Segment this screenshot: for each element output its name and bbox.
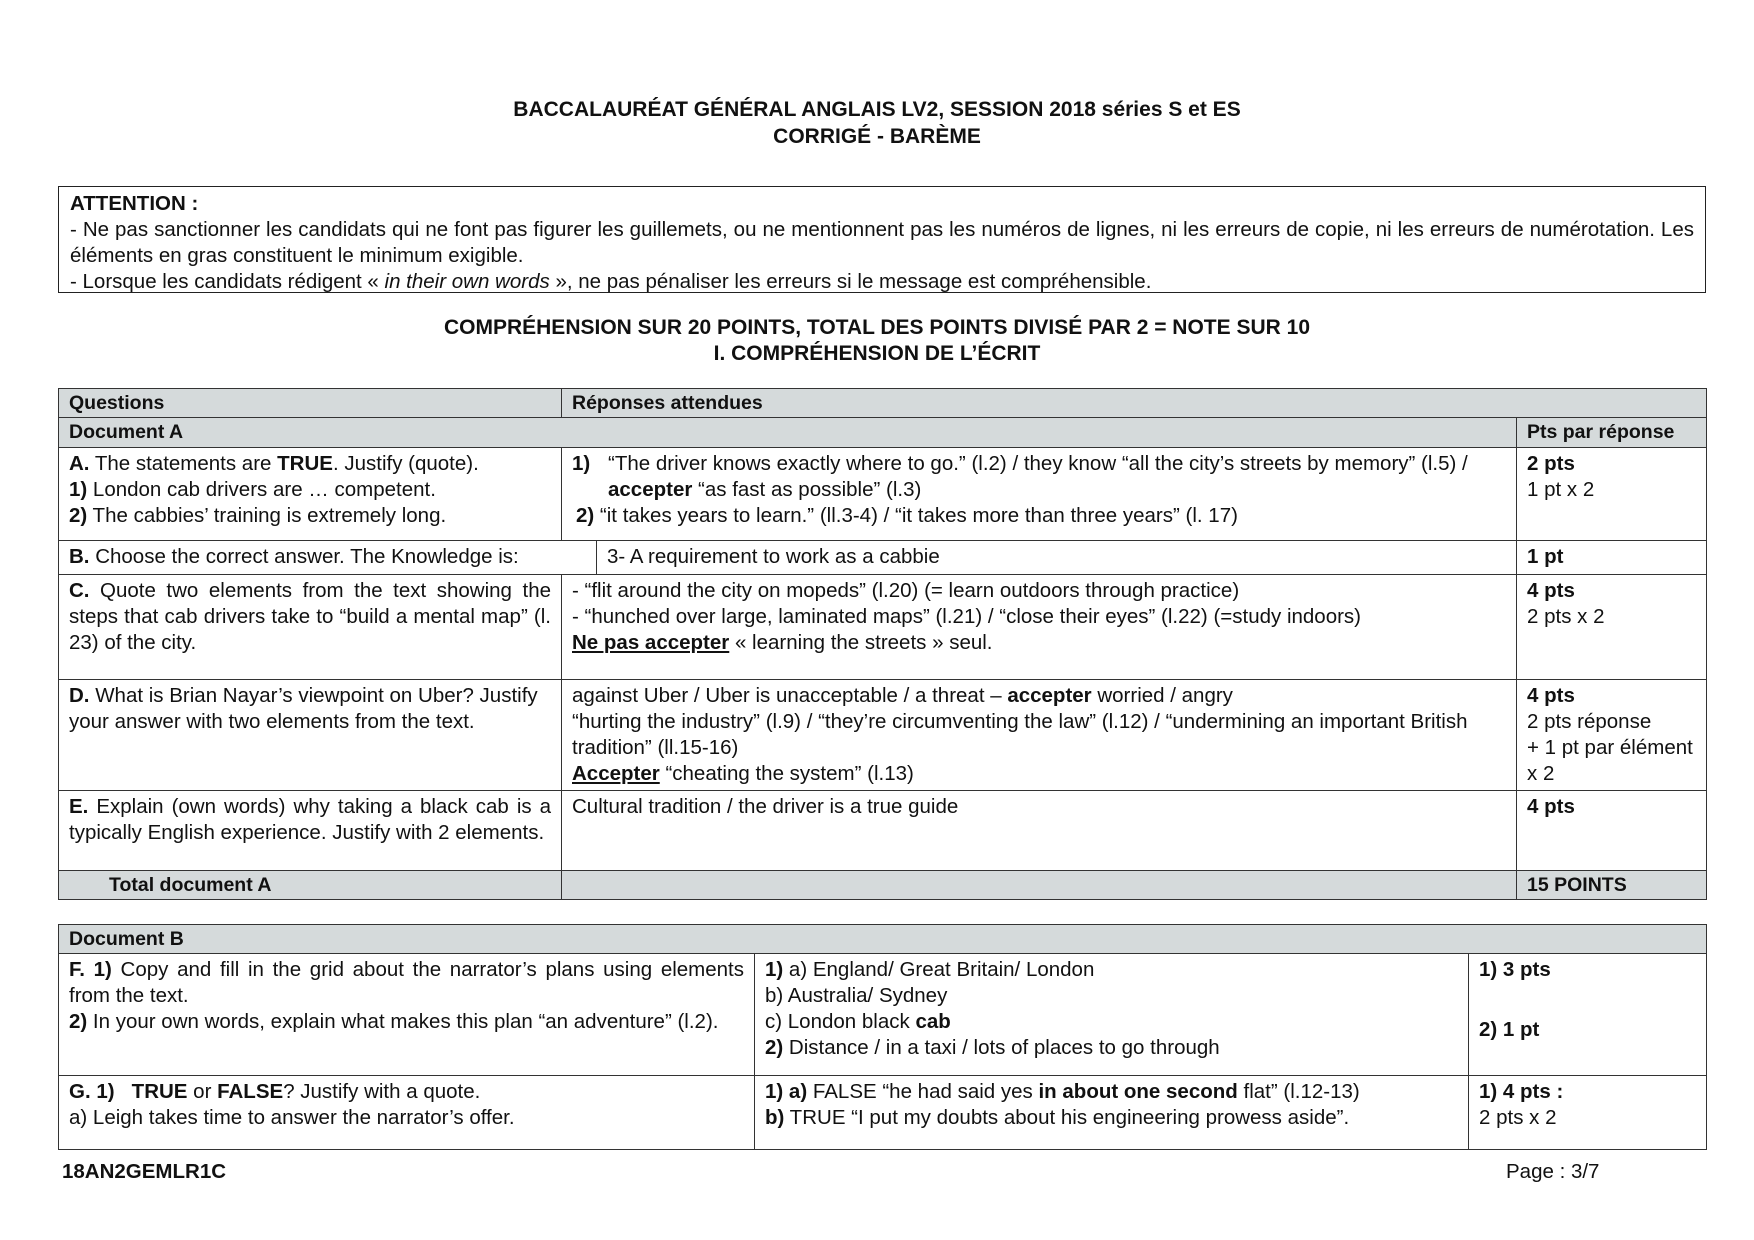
header-reponses: Réponses attendues bbox=[562, 389, 1707, 418]
question-g: G. 1) TRUE or FALSE? Justify with a quote. a) Leigh takes time to answer the narrator’s offer. bbox=[59, 1076, 755, 1150]
total-label: Total document A bbox=[59, 871, 562, 900]
table-row bbox=[59, 541, 1707, 575]
doc-title: BACCALAURÉAT GÉNÉRAL ANGLAIS LV2, SESSION 2018 séries S et ES bbox=[513, 98, 1241, 121]
attention-line-2: - Lorsque les candidats rédigent « in their own words », ne pas pénaliser les erreurs si le message est compréhensible. bbox=[70, 270, 1152, 293]
answer-g: 1) a) FALSE “he had said yes in about one second flat” (l.12-13) b) TRUE “I put my doubts about his engineering prowess aside”. bbox=[755, 1076, 1469, 1150]
attention-line-1: - Ne pas sanctionner les candidats qui ne font pas figurer les guillemets, ou ne mentionnent pas les numéros de lignes, ni les erreurs de copie, ni les erreurs de numérotation. Les éléments en gras constituent le minimum exigible. bbox=[70, 218, 1694, 267]
question-b: B. Choose the correct answer. The Knowledge is: bbox=[59, 541, 597, 575]
answer-f: 1) a) England/ Great Britain/ London b) Australia/ Sydney c) London black cab 2) Distance / in a taxi / lots of places to go through bbox=[755, 954, 1469, 1076]
table-row bbox=[59, 1076, 1707, 1150]
question-e: E. Explain (own words) why taking a black cab is a typically English experience. Justify with 2 elements. bbox=[59, 791, 562, 871]
question-f: F. 1) Copy and fill in the grid about the narrator’s plans using elements from the text. 2) In your own words, explain what makes this plan “an adventure” (l.2). bbox=[59, 954, 755, 1076]
doc-subtitle: CORRIGÉ - BARÈME bbox=[773, 125, 981, 148]
pts-c: 4 pts 2 pts x 2 bbox=[1517, 575, 1707, 680]
pts-b: 1 pt bbox=[1517, 541, 1707, 575]
answer-e: Cultural tradition / the driver is a true guide bbox=[562, 791, 1517, 871]
answer-d: against Uber / Uber is unacceptable / a threat – accepter worried / angry “hurting the industry” (l.9) / “they’re circumventing the law” (l.12) / “undermining an important British tradition” (ll.15-16) Accepter “cheating the system” (l.13) bbox=[562, 680, 1517, 791]
pts-e: 4 pts bbox=[1517, 791, 1707, 871]
table-document-b bbox=[58, 924, 1707, 1150]
pts-g: 1) 4 pts : 2 pts x 2 bbox=[1469, 1076, 1707, 1150]
answer-b: 3- A requirement to work as a cabbie bbox=[597, 541, 1517, 575]
footer-code: 18AN2GEMLR1C bbox=[62, 1160, 227, 1183]
section-subtitle: I. COMPRÉHENSION DE L’ÉCRIT bbox=[713, 342, 1041, 365]
section-title: COMPRÉHENSION SUR 20 POINTS, TOTAL DES POINTS DIVISÉ PAR 2 = NOTE SUR 10 bbox=[443, 316, 1311, 339]
question-a: A. The statements are TRUE. Justify (quote). 1) London cab drivers are … competent. 2) The cabbies’ training is extremely long. bbox=[59, 448, 562, 541]
header-pts: Pts par réponse bbox=[1517, 418, 1707, 448]
attention-box bbox=[58, 186, 1706, 293]
doc-b-label: Document B bbox=[59, 925, 1707, 954]
total-pts: 15 POINTS bbox=[1517, 871, 1707, 900]
attention-title: ATTENTION : bbox=[70, 192, 199, 215]
table-row bbox=[59, 954, 1707, 1076]
total-blank bbox=[562, 871, 1517, 900]
doc-a-label: Document A bbox=[59, 418, 1517, 448]
table-row bbox=[59, 791, 1707, 871]
question-c: C. Quote two elements from the text showing the steps that cab drivers take to “build a mental map” (l. 23) of the city. bbox=[59, 575, 562, 680]
table-document-a bbox=[58, 388, 1707, 900]
table-row bbox=[59, 575, 1707, 680]
pts-d: 4 pts 2 pts réponse + 1 pt par élément x 2 bbox=[1517, 680, 1707, 791]
answer-c: - “flit around the city on mopeds” (l.20) (= learn outdoors through practice) - “hunched over large, laminated maps” (l.21) / “close their eyes” (l.22) (=study indoors) Ne pas accepter « learning the streets » seul. bbox=[562, 575, 1517, 680]
table-row bbox=[59, 680, 1707, 791]
pts-f: 1) 3 pts 2) 1 pt bbox=[1469, 954, 1707, 1076]
answer-a: 1) “The driver knows exactly where to go.” (l.2) / they know “all the city’s streets by memory” (l.5) / accepter “as fast as possible” (l.3) 2) “it takes years to learn.” (ll.3-4) / “it takes more than three years” (l. 17) bbox=[562, 448, 1517, 541]
question-d: D. What is Brian Nayar’s viewpoint on Uber? Justify your answer with two elements from the text. bbox=[59, 680, 562, 791]
header-questions: Questions bbox=[59, 389, 562, 418]
pts-a: 2 pts 1 pt x 2 bbox=[1517, 448, 1707, 541]
table-row bbox=[59, 448, 1707, 541]
footer-page: Page : 3/7 bbox=[1506, 1160, 1600, 1183]
